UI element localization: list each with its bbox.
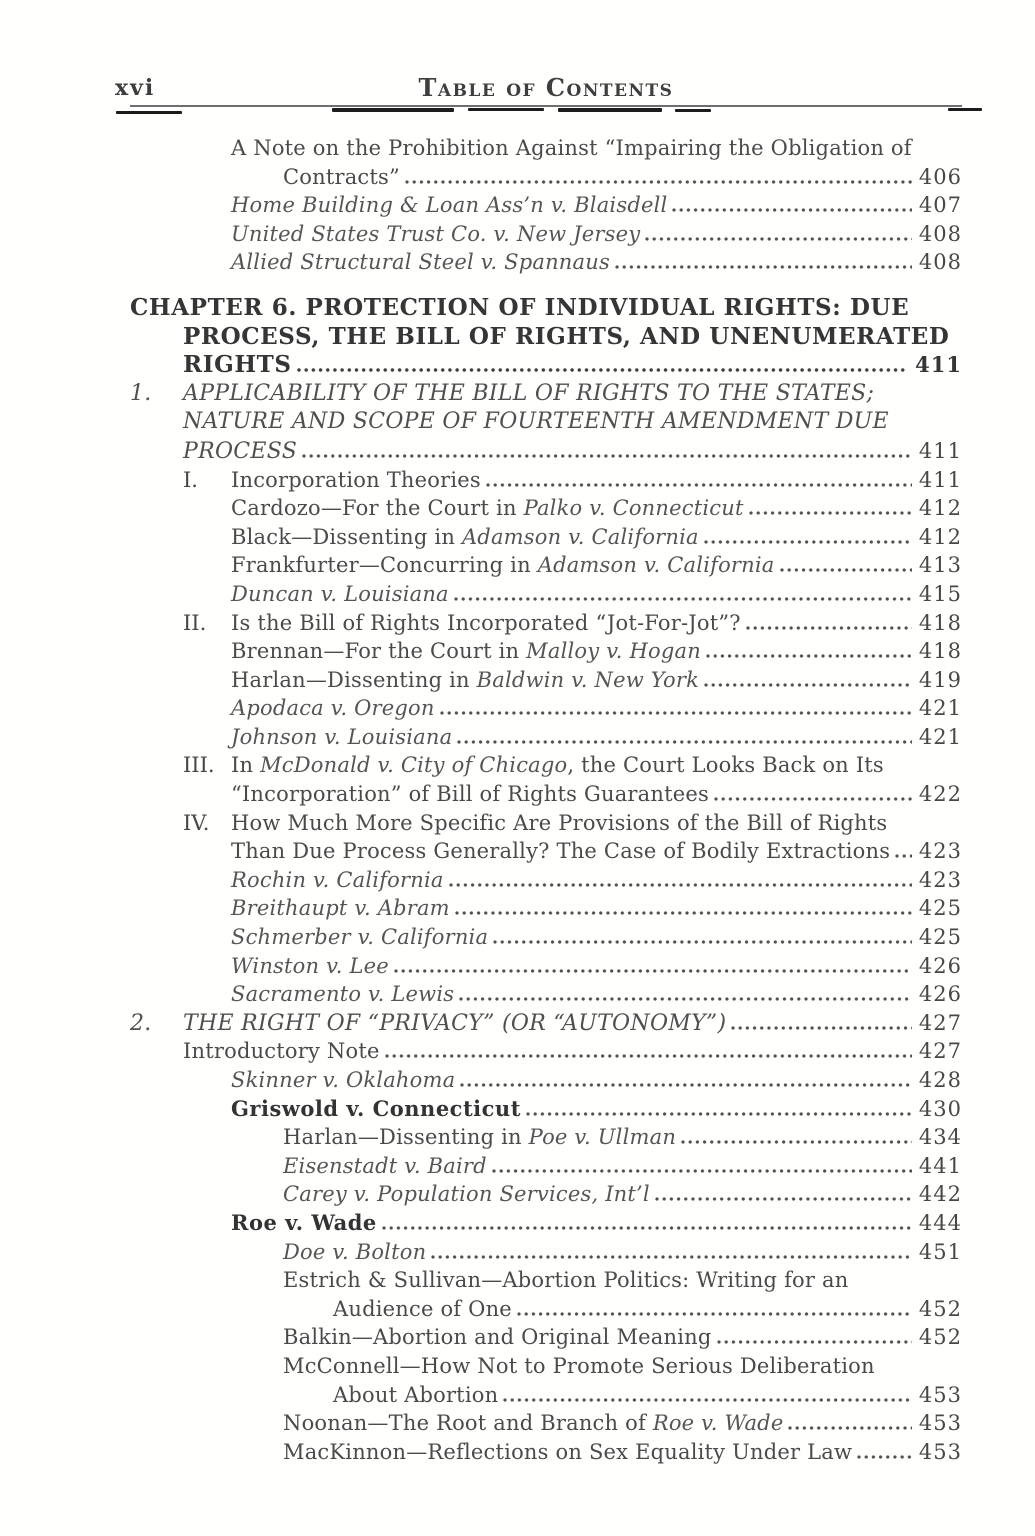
- toc-line: [130, 980, 962, 1009]
- page-number: 419: [918, 667, 962, 692]
- page-number: 407: [918, 193, 962, 218]
- page-number: 453: [918, 1382, 962, 1407]
- toc-line: [130, 637, 962, 666]
- toc-list: [130, 134, 962, 1466]
- toc-line: [130, 1123, 962, 1152]
- toc-item-text: APPLICABILITY OF THE BILL OF RIGHTS TO THE STATES;: [183, 380, 875, 406]
- toc-item-text: Noonan—The Root and Branch of Roe v. Wade: [283, 1411, 784, 1436]
- toc-line: [130, 1180, 962, 1209]
- toc-item-number: 1.: [130, 380, 152, 406]
- toc-line: [130, 408, 962, 437]
- header-rule: [130, 105, 962, 107]
- page-number: 423: [918, 867, 962, 892]
- toc-line: [130, 191, 962, 220]
- toc-line: [130, 666, 962, 695]
- toc-item-text: Carey v. Population Services, Int’l: [283, 1182, 650, 1207]
- rule-smudge: [948, 108, 982, 111]
- toc-line: [130, 751, 962, 780]
- toc-item-number: IV.: [183, 810, 210, 835]
- toc-line: [130, 1295, 962, 1324]
- dot-leader: [449, 883, 912, 887]
- page-number: 442: [918, 1182, 962, 1207]
- toc-item-text: Incorporation Theories: [231, 467, 481, 492]
- toc-item-text: PROCESS, THE BILL OF RIGHTS, AND UNENUMERATED: [183, 322, 950, 350]
- toc-item-text: CHAPTER 6. PROTECTION OF INDIVIDUAL RIGHTS: DUE: [130, 293, 910, 321]
- dot-leader: [493, 940, 912, 944]
- toc-line: [130, 351, 962, 380]
- page-number: 411: [918, 467, 962, 492]
- toc-item-text: Allied Structural Steel v. Spannaus: [231, 250, 610, 275]
- toc-line: [130, 952, 962, 981]
- page-number: 426: [918, 953, 962, 978]
- toc-line: [130, 323, 962, 352]
- toc-line: [130, 609, 962, 638]
- toc-line: [130, 837, 962, 866]
- dot-leader: [704, 540, 912, 544]
- dot-leader: [717, 1340, 912, 1344]
- toc-item-text: Black—Dissenting in Adamson v. California: [231, 524, 699, 549]
- page-number: 434: [918, 1125, 962, 1150]
- page-header: [115, 73, 962, 102]
- dot-leader: [431, 1255, 912, 1259]
- dot-leader: [455, 911, 912, 915]
- rule-smudge: [558, 108, 662, 112]
- toc-line: [130, 780, 962, 809]
- toc-line: [130, 1066, 962, 1095]
- page-number: 412: [918, 496, 962, 521]
- toc-line: [130, 294, 962, 323]
- toc-item-text: Brennan—For the Court in Malloy v. Hogan: [231, 639, 701, 664]
- toc-item-text: “Incorporation” of Bill of Rights Guarantees: [231, 782, 709, 807]
- toc-item-text: Harlan—Dissenting in Poe v. Ullman: [283, 1125, 677, 1150]
- toc-item-text: Winston v. Lee: [231, 953, 389, 978]
- toc-line: [130, 163, 962, 192]
- toc-item-text: Harlan—Dissenting in Baldwin v. New York: [231, 667, 700, 692]
- dot-leader: [788, 1426, 911, 1430]
- toc-item-text: Balkin—Abortion and Original Meaning: [283, 1325, 712, 1350]
- toc-item-text: Schmerber v. California: [231, 925, 489, 950]
- dot-leader: [486, 483, 912, 487]
- toc-item-text: Eisenstadt v. Baird: [283, 1153, 487, 1178]
- toc-line: [130, 551, 962, 580]
- dot-leader: [460, 1083, 912, 1087]
- toc-item-text: Contracts”: [283, 164, 400, 189]
- toc-item-text: Doe v. Bolton: [283, 1239, 427, 1264]
- page-number: 428: [918, 1068, 962, 1092]
- page-number: 423: [918, 839, 962, 864]
- dot-leader: [749, 511, 912, 515]
- dot-leader: [297, 368, 909, 372]
- toc-line: [130, 437, 962, 466]
- toc-line: [130, 1266, 962, 1295]
- toc-item-text: Skinner v. Oklahoma: [231, 1068, 456, 1092]
- page-number: 418: [918, 610, 962, 635]
- toc-line: [130, 466, 962, 495]
- page-number: 418: [918, 639, 962, 664]
- toc-line: [130, 523, 962, 552]
- toc-item-text: Apodaca v. Oregon: [231, 696, 435, 721]
- page-number: 421: [918, 696, 962, 721]
- page-number: 408: [918, 250, 962, 275]
- toc-item-text: Duncan v. Louisiana: [231, 581, 449, 606]
- page-number: 453: [918, 1411, 962, 1436]
- toc-line: [130, 1238, 962, 1267]
- page-number: 411: [918, 438, 962, 463]
- dot-leader: [895, 854, 912, 858]
- toc-item-text: THE RIGHT OF “PRIVACY” (OR “AUTONOMY”): [183, 1010, 727, 1036]
- toc-item-text: Audience of One: [333, 1296, 512, 1321]
- dot-leader: [746, 626, 912, 630]
- dot-leader: [440, 711, 912, 715]
- page-number: 412: [918, 524, 962, 549]
- toc-line: [130, 923, 962, 952]
- toc-item-text: Estrich & Sullivan—Abortion Politics: Writing for an: [283, 1268, 849, 1293]
- page-number: 452: [918, 1325, 962, 1350]
- toc-item-text: Is the Bill of Rights Incorporated “Jot-For-Jot”?: [231, 610, 741, 635]
- rule-smudge: [468, 108, 544, 111]
- toc-item-text: Introductory Note: [183, 1039, 380, 1064]
- toc-item-text: Rochin v. California: [231, 867, 444, 892]
- rule-smudge: [675, 109, 711, 112]
- page-number: 426: [918, 982, 962, 1007]
- dot-leader: [857, 1455, 912, 1459]
- toc-item-text: Griswold v. Connecticut: [231, 1095, 521, 1121]
- page-number: 413: [918, 553, 962, 578]
- page-folio: xvi: [115, 75, 156, 101]
- toc-line: [130, 1009, 962, 1038]
- toc-line: [130, 1381, 962, 1410]
- dot-leader: [405, 180, 912, 184]
- dot-leader: [394, 969, 912, 973]
- page-number: 421: [918, 724, 962, 749]
- page-number: 451: [918, 1239, 962, 1264]
- toc-line: [130, 809, 962, 838]
- page-number: 453: [918, 1439, 962, 1464]
- page-column: [115, 73, 962, 1466]
- toc-line: [130, 380, 962, 409]
- dot-leader: [681, 1140, 912, 1144]
- dot-leader: [731, 1026, 912, 1030]
- toc-item-text: MacKinnon—Reflections on Sex Equality Under Law: [283, 1439, 853, 1464]
- page-number: 411: [915, 352, 962, 378]
- toc-item-text: PROCESS: [183, 438, 298, 464]
- dot-leader: [454, 597, 912, 601]
- page-number: 422: [918, 782, 962, 807]
- dot-leader: [526, 1112, 912, 1116]
- dot-leader: [706, 654, 912, 658]
- toc-item-number: 2.: [130, 1010, 152, 1036]
- page-number: 441: [918, 1153, 962, 1178]
- dot-leader: [645, 237, 912, 241]
- dot-leader: [615, 265, 912, 269]
- toc-item-text: Sacramento v. Lewis: [231, 982, 455, 1007]
- dot-leader: [382, 1226, 912, 1230]
- toc-line: [130, 1152, 962, 1181]
- toc-item-text: Than Due Process Generally? The Case of Bodily Extractions: [231, 839, 891, 864]
- dot-leader: [302, 454, 912, 458]
- toc-item-number: II.: [183, 610, 207, 635]
- dot-leader: [459, 997, 912, 1001]
- toc-item-text: United States Trust Co. v. New Jersey: [231, 221, 641, 246]
- toc-item-text: Frankfurter—Concurring in Adamson v. California: [231, 553, 775, 578]
- toc-item-text: Home Building & Loan Ass’n v. Blaisdell: [231, 193, 668, 218]
- toc-item-text: RIGHTS: [183, 351, 292, 379]
- page-number: 427: [918, 1039, 962, 1064]
- toc-item-text: About Abortion: [333, 1382, 499, 1407]
- toc-item-text: Breithaupt v. Abram: [231, 896, 450, 921]
- rule-smudge: [116, 111, 182, 114]
- dot-leader: [655, 1197, 912, 1201]
- toc-line: [130, 134, 962, 163]
- toc-line: [130, 1438, 962, 1467]
- toc-item-text: How Much More Specific Are Provisions of the Bill of Rights: [231, 810, 888, 835]
- toc-item-number: I.: [183, 467, 198, 492]
- toc-line: [130, 494, 962, 523]
- dot-leader: [517, 1312, 912, 1316]
- dot-leader: [503, 1398, 912, 1402]
- toc-item-text: In McDonald v. City of Chicago, the Court Looks Back on Its: [231, 753, 884, 778]
- dot-leader: [714, 797, 912, 801]
- toc-item-text: Johnson v. Louisiana: [231, 724, 453, 749]
- toc-line: [130, 1409, 962, 1438]
- toc-item-number: III.: [183, 753, 215, 778]
- page-number: 452: [918, 1296, 962, 1321]
- page-number: 430: [918, 1096, 962, 1121]
- page-number: 427: [918, 1010, 962, 1035]
- toc-line: [130, 248, 962, 277]
- toc-line: [130, 1352, 962, 1381]
- page-number: 425: [918, 896, 962, 921]
- toc-line: [130, 580, 962, 609]
- toc-line: [130, 1095, 962, 1124]
- page-number: 415: [918, 581, 962, 606]
- dot-leader: [672, 208, 911, 212]
- toc-item-text: NATURE AND SCOPE OF FOURTEENTH AMENDMENT DUE: [183, 409, 889, 435]
- dot-leader: [385, 1054, 912, 1058]
- toc-line: [130, 220, 962, 249]
- page-title: Table of Contents: [418, 73, 674, 102]
- page-number: 444: [918, 1210, 962, 1235]
- page-number: 425: [918, 925, 962, 950]
- toc-line: [130, 1037, 962, 1066]
- dot-leader: [780, 568, 912, 572]
- dot-leader: [492, 1169, 912, 1173]
- page-number: 408: [918, 221, 962, 246]
- toc-line: [130, 894, 962, 923]
- toc-item-text: Cardozo—For the Court in Palko v. Connecticut: [231, 496, 744, 521]
- toc-item-text: McConnell—How Not to Promote Serious Deliberation: [283, 1353, 875, 1378]
- toc-item-text: Roe v. Wade: [231, 1209, 377, 1235]
- toc-line: [130, 723, 962, 752]
- dot-leader: [704, 683, 912, 687]
- rule-smudge: [332, 108, 454, 112]
- dot-leader: [457, 740, 912, 744]
- toc-line: [130, 1209, 962, 1238]
- page-number: 406: [918, 164, 962, 189]
- toc-line: [130, 866, 962, 895]
- toc-line: [130, 1323, 962, 1352]
- toc-item-text: A Note on the Prohibition Against “Impairing the Obligation of: [231, 136, 912, 160]
- toc-line: [130, 694, 962, 723]
